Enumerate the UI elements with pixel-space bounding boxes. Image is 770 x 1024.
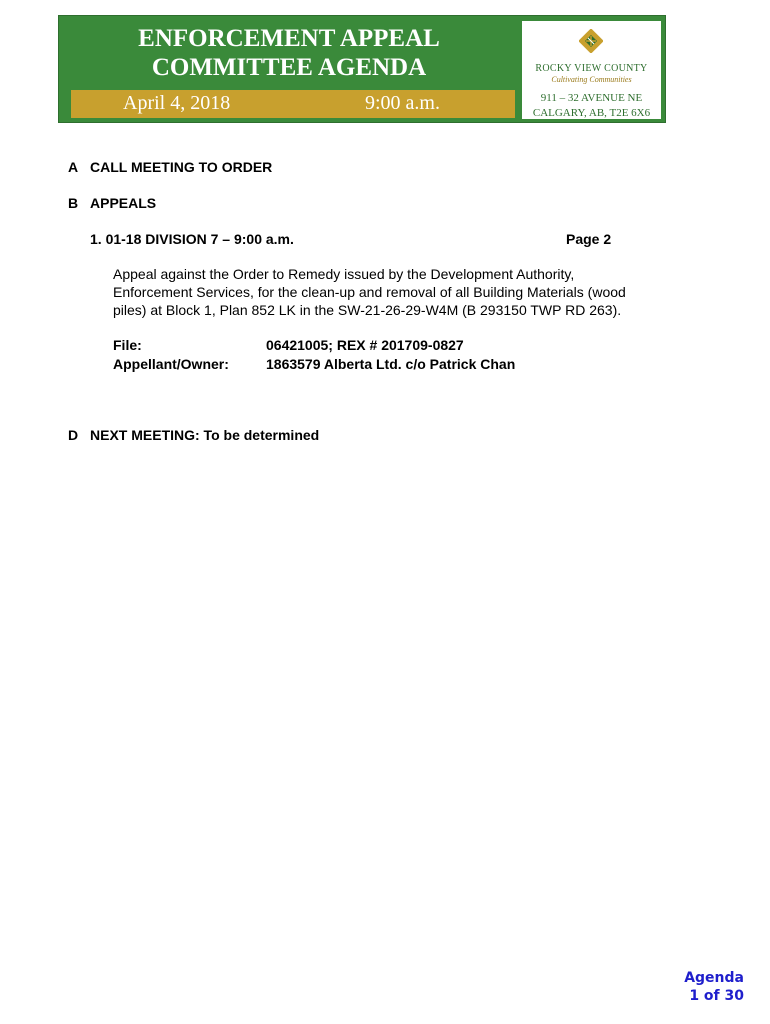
appeal-title: 1. 01-18 DIVISION 7 – 9:00 a.m. <box>90 231 294 247</box>
agenda-title <box>59 24 519 82</box>
section-letter: A <box>68 159 79 175</box>
appellant-value: 1863579 Alberta Ltd. c/o Patrick Chan <box>266 356 516 372</box>
description-line: Enforcement Services, for the clean-up and removal of all Building Materials (wood <box>113 284 626 300</box>
appeal-item <box>90 231 630 247</box>
description-line: piles) at Block 1, Plan 852 LK in the SW-21-26-29-W4M (B 293150 TWP RD 263). <box>113 302 622 318</box>
address-line-1: 911 – 32 AVENUE NE <box>540 92 643 104</box>
county-logo-block <box>522 21 661 119</box>
section-letter: D <box>68 427 79 443</box>
file-value: 06421005; REX # 201709-0827 <box>266 337 464 353</box>
description-line: Appeal against the Order to Remedy issued by the Development Authority, <box>113 266 575 282</box>
date-bar <box>71 90 515 118</box>
section-label: APPEALS <box>90 195 157 211</box>
address-line-2: CALGARY, AB, T2E 6X6 <box>532 107 651 119</box>
title-line-2: COMMITTEE AGENDA <box>151 54 427 81</box>
section-label: NEXT MEETING: To be determined <box>90 427 320 443</box>
county-tagline: Cultivating Communities <box>551 75 632 84</box>
meeting-date: April 4, 2018 <box>123 92 231 114</box>
section-label: CALL MEETING TO ORDER <box>90 159 273 175</box>
appellant-label: Appellant/Owner: <box>113 356 229 372</box>
title-line-1: ENFORCEMENT APPEAL <box>138 25 440 52</box>
footer-line-2: 1 of 30 <box>689 988 744 1004</box>
page-counter <box>660 969 744 1005</box>
county-name: ROCKY VIEW COUNTY <box>535 63 648 74</box>
section-letter: B <box>68 195 79 211</box>
footer-line-1: Agenda <box>684 970 744 986</box>
county-logo-icon <box>579 29 603 53</box>
appeal-page-ref: Page 2 <box>566 231 612 247</box>
meeting-time: 9:00 a.m. <box>365 92 440 114</box>
appeal-description <box>113 265 673 319</box>
agenda-header <box>58 15 666 123</box>
file-label: File: <box>113 337 142 353</box>
